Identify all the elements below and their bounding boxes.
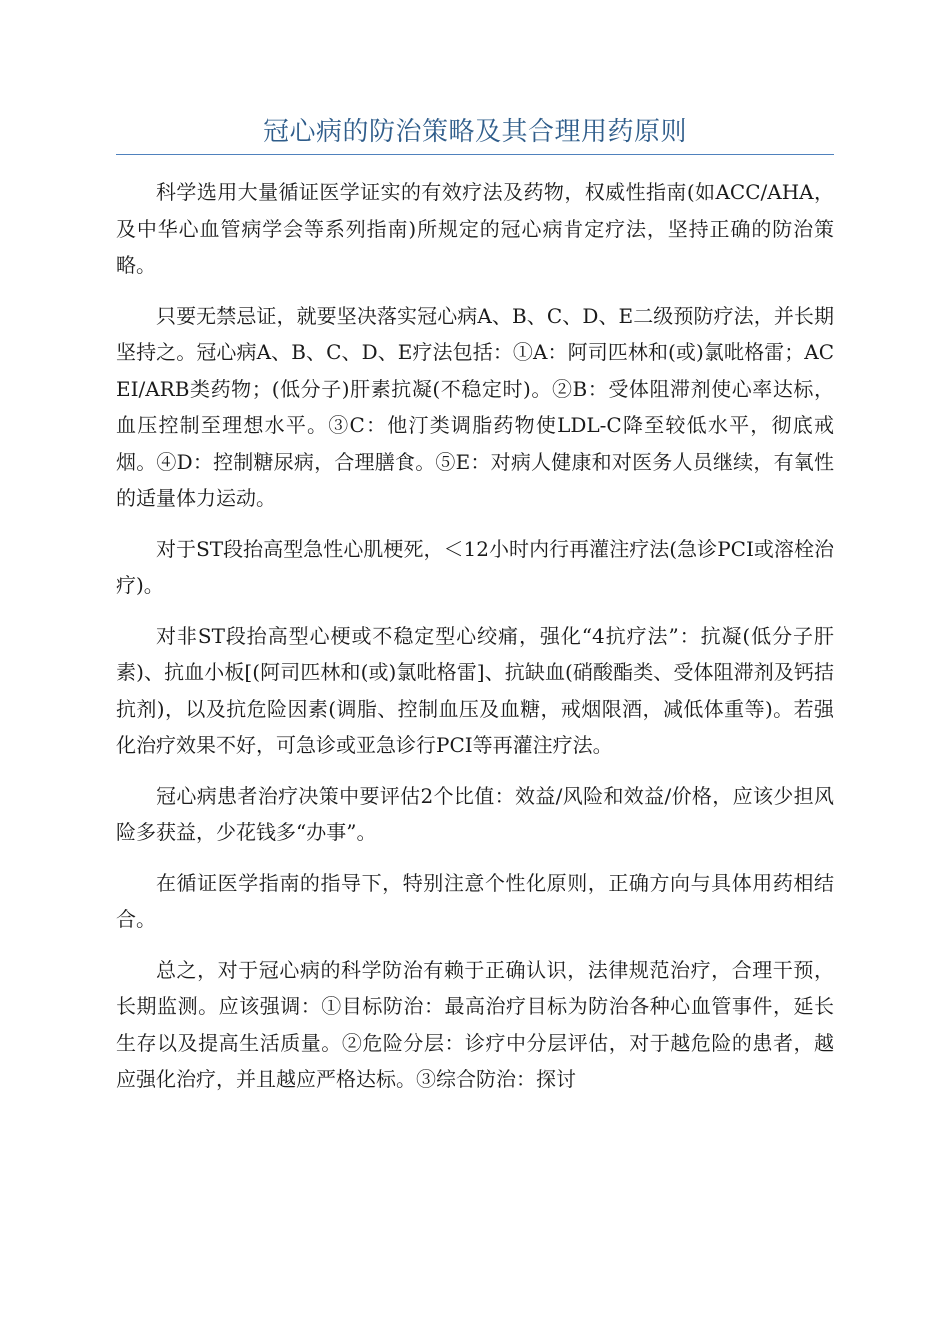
- paragraph-summary: 总之，对于冠心病的科学防治有赖于正确认识，法律规范治疗，合理干预，长期监测。应该强调：①目标防治：最高治疗目标为防治各种心血管事件，延长生存以及提高生活质量。②危险分层：诊疗中分层评估，对于越危险的患者，越应强化治疗，并且越应严格达标。③综合防治：探讨: [116, 957, 834, 1091]
- paragraph-individualization: 在循证医学指南的指导下，特别注意个性化原则，正确方向与具体用药相结合。: [116, 870, 834, 931]
- paragraph-nstemi: 对非ST段抬高型心梗或不稳定型心绞痛，强化“4抗疗法”：抗凝(低分子肝素)、抗血小板[(阿司匹林和(或)氯吡格雷]、抗缺血(硝酸酯类、受体阻滞剂及钙拮抗剂)，以及抗危险因素(调脂、控制血压及血糖，戒烟限酒，减低体重等)。若强化治疗效果不好，可急诊或亚急诊行PCI等再灌注疗法。: [116, 623, 834, 757]
- paragraph-abcde-therapy: 只要无禁忌证，就要坚决落实冠心病A、B、C、D、E二级预防疗法，并长期坚持之。冠心病A、B、C、D、E疗法包括：①A：阿司匹林和(或)氯吡格雷；ACEI/ARB类药物；(低分子)肝素抗凝(不稳定时)。②B：受体阻滞剂使心率达标，血压控制至理想水平。③C：他汀类调脂药物使LDL-C降至较低水平，彻底戒烟。④D：控制糖尿病，合理膳食。⑤E：对病人健康和对医务人员继续，有氧性的适量体力运动。: [116, 303, 834, 510]
- title-underline: [116, 154, 834, 155]
- document-title: 冠心病的防治策略及其合理用药原则: [262, 117, 687, 147]
- document-body: [116, 174, 834, 1112]
- paragraph-stemi: 对于ST段抬高型急性心肌梗死，＜12小时内行再灌注疗法(急诊PCI或溶栓治疗)。: [116, 536, 834, 597]
- paragraph-strategy: 科学选用大量循证医学证实的有效疗法及药物，权威性指南(如ACC/AHA，及中华心血管病学会等系列指南)所规定的冠心病肯定疗法，坚持正确的防治策略。: [116, 180, 834, 277]
- paragraph-ratios: 冠心病患者治疗决策中要评估2个比值：效益/风险和效益/价格，应该少担风险多获益，少花钱多“办事”。: [116, 783, 834, 844]
